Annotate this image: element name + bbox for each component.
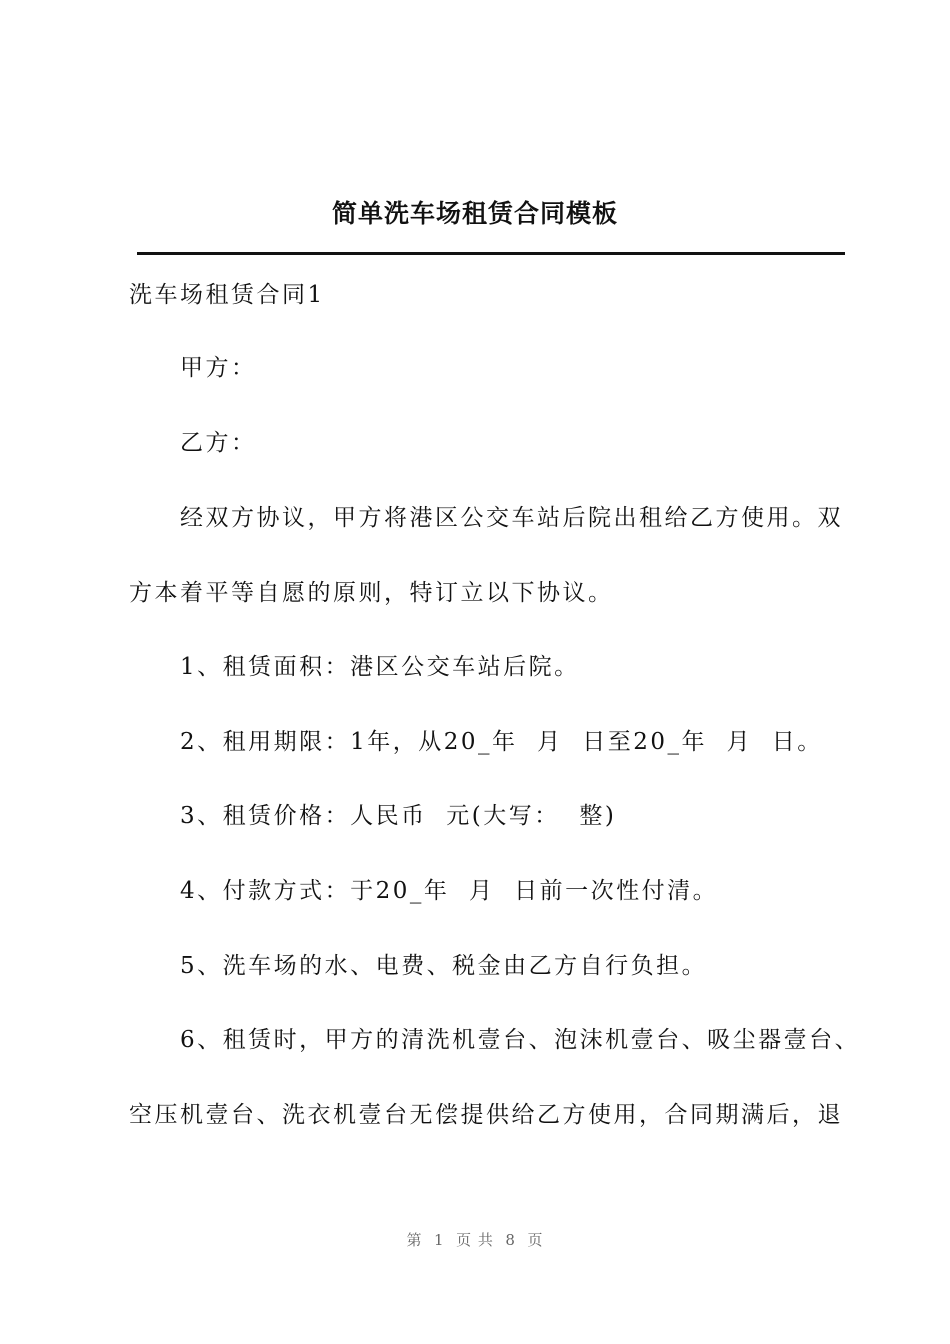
clause-4: 4、付款方式：于20_年 月 日前一次性付清。 [180, 878, 719, 904]
document-title: 简单洗车场租赁合同模板 [331, 199, 618, 228]
clause-6: 6、租赁时，甲方的清洗机壹台、泡沫机壹台、吸尘器壹台、 [180, 1027, 861, 1053]
clause-3: 3、租赁价格：人民币 元(大写： 整) [180, 803, 617, 829]
title-divider [137, 252, 845, 255]
clause-5: 5、洗车场的水、电费、税金由乙方自行负担。 [180, 953, 708, 979]
paragraph-line: 方本着平等自愿的原则，特订立以下协议。 [129, 580, 614, 606]
section-heading: 洗车场租赁合同1 [129, 282, 325, 308]
clause-6-continued: 空压机壹台、洗衣机壹台无偿提供给乙方使用，合同期满后，退 [129, 1102, 843, 1128]
clause-1: 1、租赁面积：港区公交车站后院。 [180, 654, 580, 680]
paragraph-line: 经双方协议，甲方将港区公交车站后院出租给乙方使用。双 [180, 505, 843, 531]
page-number: 第 1 页 共 8 页 [406, 1231, 544, 1249]
party-a-line: 甲方： [180, 355, 257, 381]
clause-2: 2、租用期限：1年，从20_年 月 日至20_年 月 日。 [180, 729, 823, 755]
party-b-line: 乙方： [180, 430, 257, 456]
